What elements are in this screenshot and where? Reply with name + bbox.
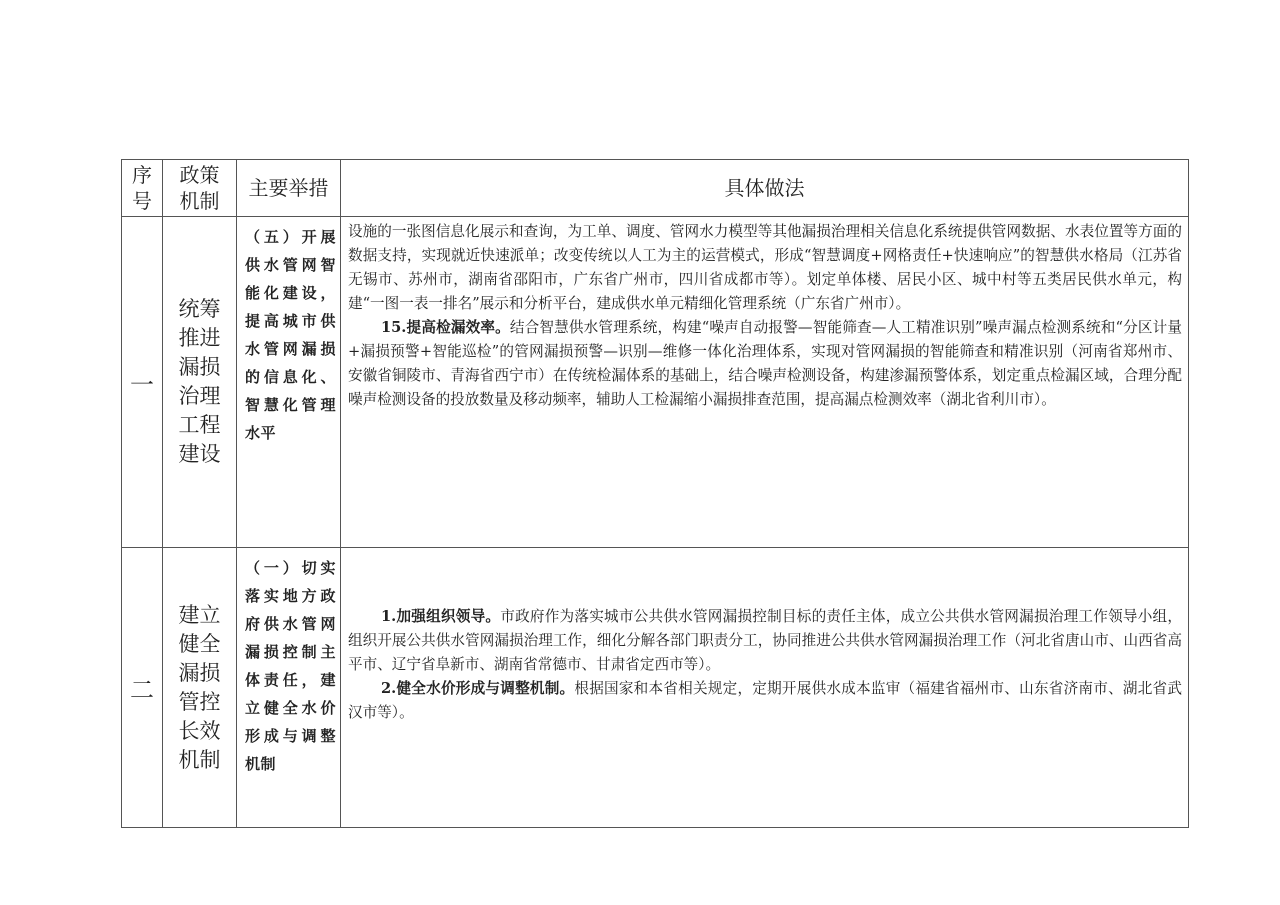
detail-paragraph — [348, 677, 1182, 725]
detail-item-title: 2.健全水价形成与调整机制。 — [381, 680, 575, 697]
header-measure: 主要举措 — [237, 160, 341, 217]
detail-item-body: 结合智慧供水管理系统，构建“噪声自动报警—智能筛查—人工精准识别”噪声漏点检测系统和“分区计量+漏损预警+智能巡检”的管网漏损预警—识别—维修一体化治理体系，实现对管网漏损的智能筛查和精准识别（河南省郑州市、安徽省铜陵市、青海省西宁市）在传统检漏体系的基础上，结合噪声检测设备，构建渗漏预警体系，划定重点检漏区域，合理分配噪声检测设备的投放数量及移动频率，辅助人工检漏缩小漏损排查范围，提高漏点检测效率（湖北省利川市）。 — [348, 319, 1182, 408]
row-detail — [341, 217, 1189, 548]
detail-paragraph: 设施的一张图信息化展示和查询，为工单、调度、管网水力模型等其他漏损治理相关信息化系统提供管网数据、水表位置等方面的数据支持，实现就近快速派单；改变传统以人工为主的运营模式，形成“智慧调度+网格责任+快速响应”的智慧供水格局（江苏省无锡市、苏州市，湖南省邵阳市，广东省广州市，四川省成都市等）。划定单体楼、居民小区、城中村等五类居民供水单元，构建“一图一表一排名”展示和分析平台，建成供水单元精细化管理系统（广东省广州市）。 — [348, 223, 1182, 312]
detail-item-body: 根据国家和本省相关规定，定期开展供水成本监审（福建省福州市、山东省济南市、湖北省武汉市等）。 — [348, 680, 1182, 721]
detail-item-body: 市政府作为落实城市公共供水管网漏损控制目标的责任主体，成立公共供水管网漏损治理工作领导小组，组织开展公共供水管网漏损治理工作，细化分解各部门职责分工，协同推进公共供水管网漏损治理工作（河北省唐山市、山西省高平市、辽宁省阜新市、湖南省常德市、甘肃省定西市等）。 — [348, 608, 1182, 673]
policy-table — [121, 159, 1189, 828]
table-row — [122, 217, 1189, 548]
header-row — [122, 160, 1189, 217]
detail-item-title: 15.提高检漏效率。 — [381, 319, 510, 336]
detail-paragraph — [348, 316, 1182, 412]
row-detail — [341, 548, 1189, 828]
detail-paragraph — [348, 605, 1182, 677]
row-seq: 一 — [122, 217, 163, 548]
row-mechanism: 统筹推进漏损治理工程建设 — [163, 217, 237, 548]
table-row — [122, 548, 1189, 828]
header-mechanism: 政策机制 — [163, 160, 237, 217]
row-mechanism: 建立健全漏损管控长效机制 — [163, 548, 237, 828]
row-measure: （一）切实落实地方政府供水管网漏损控制主体责任，建立健全水价形成与调整机制 — [237, 548, 341, 828]
row-seq: 二 — [122, 548, 163, 828]
header-detail: 具体做法 — [341, 160, 1189, 217]
row-measure: （五）开展供水管网智能化建设，提高城市供水管网漏损的信息化、智慧化管理水平 — [237, 217, 341, 548]
detail-item-title: 1.加强组织领导。 — [381, 608, 501, 625]
header-seq: 序号 — [122, 160, 163, 217]
